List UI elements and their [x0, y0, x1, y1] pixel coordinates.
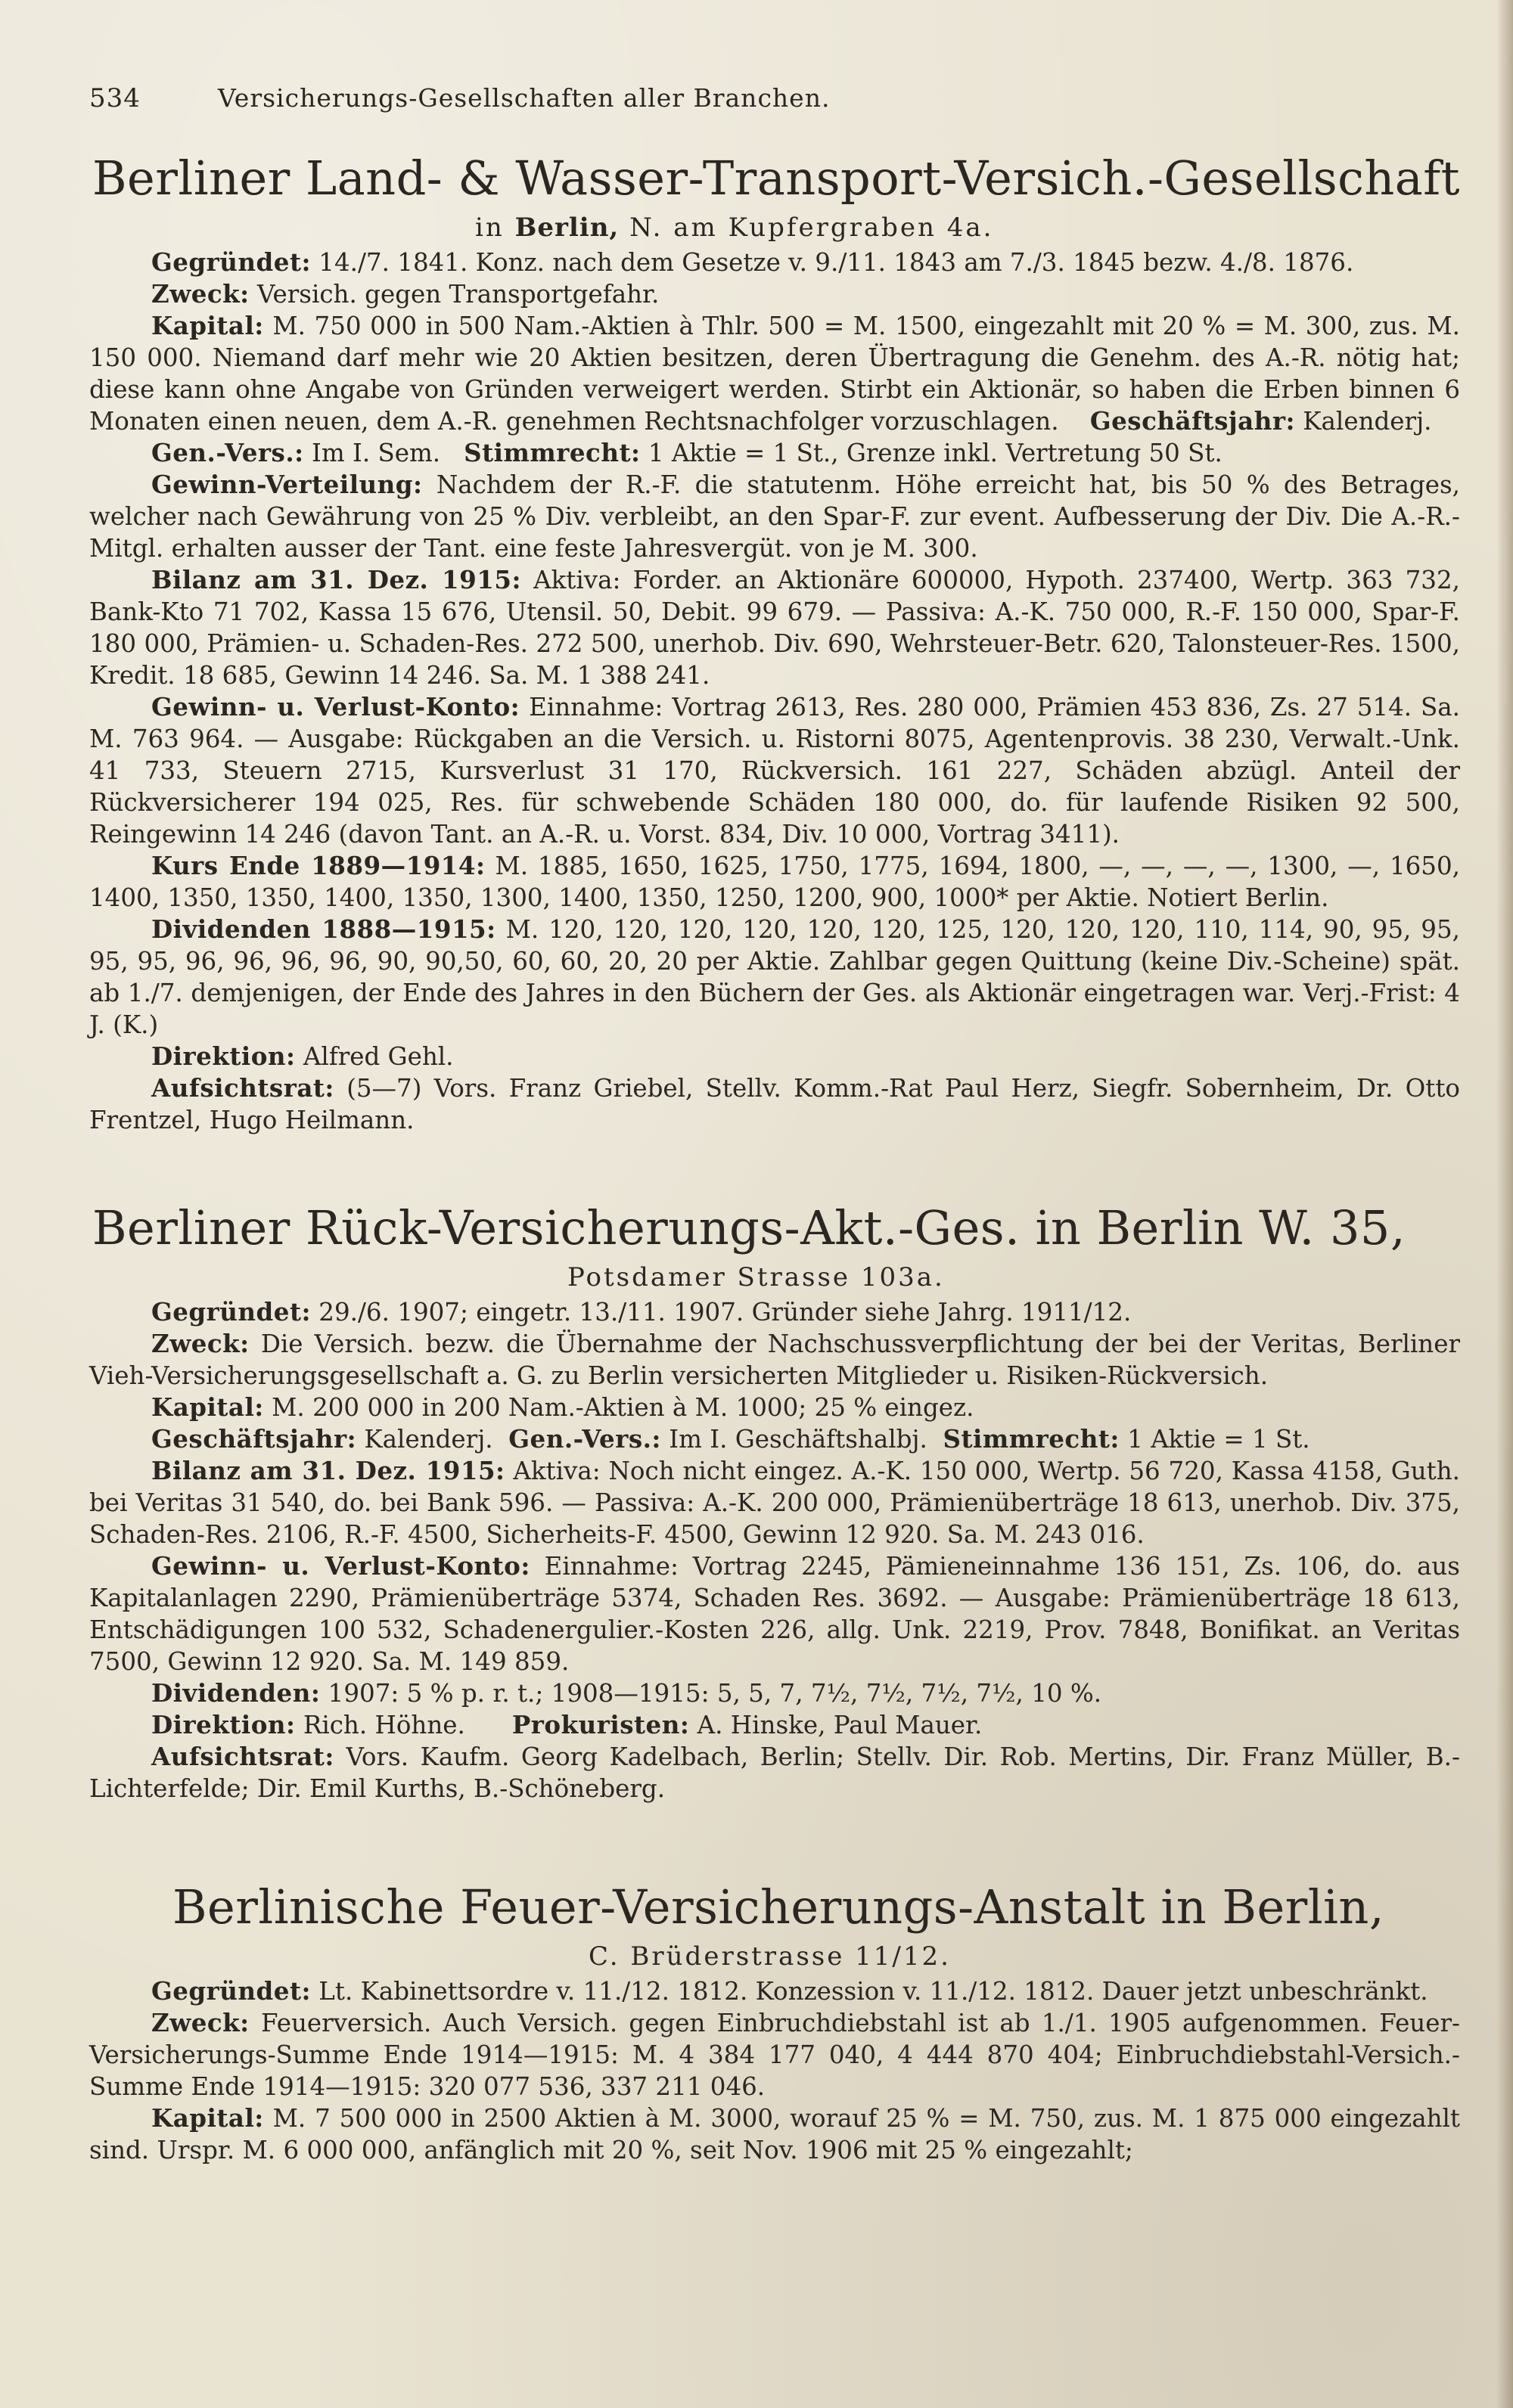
paragraph-share-price — [89, 850, 1460, 914]
field-text: Kalenderj. — [364, 1425, 493, 1454]
address-prefix: in — [475, 213, 505, 243]
company-entry — [89, 148, 1460, 1136]
paragraph-capital — [89, 2102, 1460, 2166]
field-key: Dividenden 1888—1915: — [151, 914, 496, 944]
running-title: Versicherungs-Gesellschaften aller Branchen. — [218, 83, 831, 113]
company-title: Berliner Land- & Wasser-Transport-Versich.-Gesellschaft — [92, 150, 1461, 206]
field-text: Kalenderj. — [1303, 407, 1432, 436]
field-text: 1 Aktie = 1 St. — [1127, 1425, 1310, 1454]
field-text: Einnahme: Vortrag 2245, Pämieneinnahme 136 151, Zs. 106, do. aus Kapitalanlagen 2290, Prämienüberträge 5374, Schaden Res. 3692. — Ausgabe: Prämienüberträge 18 613, Entschädigungen 100 532, Schadenergulier.-Kosten 226, allg. Unk. 2219, Prov. 7848, Bonifikat. an Veritas 7500, Gewinn 12 920. Sa. M. 149 859. — [89, 1552, 1460, 1676]
paragraph-capital — [89, 310, 1460, 437]
field-key: Geschäftsjahr: — [151, 1424, 357, 1454]
address-street: N. am Kupfergraben 4a. — [629, 213, 994, 243]
field-key: Zweck: — [151, 279, 250, 309]
company-title: Berliner Rück-Versicherungs-Akt.-Ges. in Berlin W. 35, — [92, 1200, 1406, 1255]
field-key: Geschäftsjahr: — [1089, 406, 1295, 436]
company-address — [89, 1938, 1460, 1975]
field-text: Die Versich. bezw. die Übernahme der Nachschussverpflichtung der bei der Veritas, Berliner Vieh-Versicherungsgesellschaft a. G. zu Berlin versicherten Mitglieder u. Risiken-Rückversich. — [89, 1330, 1460, 1390]
field-key: Stimmrecht: — [464, 438, 641, 467]
field-key: Aufsichtsrat: — [151, 1073, 334, 1103]
field-text: Versich. gegen Transportgefahr. — [257, 280, 660, 309]
address-street: C. Brüderstrasse 11/12. — [589, 1941, 951, 1972]
field-key: Aufsichtsrat: — [151, 1742, 334, 1771]
field-text: Im I. Sem. — [312, 439, 441, 467]
paragraph-purpose — [89, 2007, 1460, 2102]
field-text: 1 Aktie = 1 St., Grenze inkl. Vertretung 50 St. — [648, 439, 1223, 467]
paragraph-general-meeting — [89, 437, 1460, 469]
field-key: Bilanz am 31. Dez. 1915: — [151, 1456, 505, 1485]
field-key: Bilanz am 31. Dez. 1915: — [151, 565, 521, 594]
field-key: Gen.-Vers.: — [151, 438, 304, 467]
paragraph-profit-loss — [89, 1550, 1460, 1677]
field-key: Gen.-Vers.: — [508, 1424, 661, 1454]
field-text: Rich. Höhne. — [303, 1711, 465, 1739]
company-entry — [89, 1198, 1460, 1804]
paragraph-management — [89, 1041, 1460, 1072]
paragraph-dividends — [89, 1677, 1460, 1709]
field-key: Zweck: — [151, 1329, 250, 1358]
paragraph-supervisory-board — [89, 1072, 1460, 1136]
field-text: 1907: 5 % p. r. t.; 1908—1915: 5, 5, 7, 7½, 7½, 7½, 7½, 10 %. — [328, 1679, 1102, 1708]
paragraph-founded — [89, 1296, 1460, 1328]
paragraph-supervisory-board — [89, 1741, 1460, 1804]
company-title: Berlinische Feuer-Versicherungs-Anstalt in Berlin, — [172, 1879, 1385, 1935]
field-text: Feuerversich. Auch Versich. gegen Einbruchdiebstahl ist ab 1./1. 1905 aufgenommen. Feuer-Versicherungs-Summe Ende 1914—1915: M. 4 384 177 040, 4 444 870 404; Einbruchdiebstahl-Versich.-Summe Ende 1914—1915: 320 077 536, 337 211 046. — [89, 2009, 1460, 2101]
paragraph-profit-distribution — [89, 469, 1460, 564]
paragraph-purpose — [89, 1328, 1460, 1392]
field-key: Dividenden: — [151, 1678, 321, 1708]
field-text: M. 750 000 in 500 Nam.-Aktien à Thlr. 500 = M. 1500, eingezahlt mit 20 % = M. 300, zus. M. 150 000. Niemand darf mehr wie 20 Aktien besitzen, deren Übertragung die Genehm. des A.-R. nötig hat; diese kann ohne Angabe von Gründen verweigert werden. Stirbt ein Aktionär, so haben die Erben binnen 6 Monaten einen neuen, dem A.-R. genehmen Rechtsnachfolger vorzuschlagen. — [89, 312, 1460, 436]
field-text: M. 120, 120, 120, 120, 120, 120, 125, 120, 120, 120, 110, 114, 90, 95, 95, 95, 95, 96, 96, 96, 96, 90, 90,50, 60, 60, 20, 20 per Aktie. Zahlbar gegen Quittung (keine Div.-Scheine) spät. ab 1./7. demjenigen, der Ende des Jahres in den Büchern der Ges. als Aktionär eingetragen war. Verj.-Frist: 4 J. (K.) — [89, 915, 1460, 1039]
company-address — [89, 209, 1460, 247]
field-text: Nachdem der R.-F. die statutenm. Höhe erreicht hat, bis 50 % des Betrages, welcher nach Gewährung von 25 % Div. verbleibt, an den Spar-F. zur event. Aufbesserung der Div. Die A.-R.-Mitgl. erhalten ausser der Tant. eine feste Jahresvergüt. von je M. 300. — [89, 470, 1460, 563]
entry-spacer — [89, 1136, 1460, 1195]
field-text: Im I. Geschäftshalbj. — [669, 1425, 927, 1454]
field-key: Stimmrecht: — [943, 1424, 1120, 1454]
paragraph-management — [89, 1709, 1460, 1741]
field-key: Prokuristen: — [511, 1710, 690, 1739]
field-key: Gegründet: — [151, 247, 311, 277]
field-key: Gegründet: — [151, 1297, 311, 1327]
field-key: Direktion: — [151, 1041, 296, 1071]
paragraph-fiscal-year — [89, 1423, 1460, 1455]
paragraph-purpose — [89, 278, 1460, 310]
field-key: Gewinn- u. Verlust-Konto: — [151, 692, 520, 721]
field-key: Direktion: — [151, 1710, 296, 1739]
paragraph-capital — [89, 1392, 1460, 1423]
field-text: M. 7 500 000 in 2500 Aktien à M. 3000, worauf 25 % = M. 750, zus. M. 1 875 000 eingezahlt sind. Urspr. M. 6 000 000, anfänglich mit 20 %, seit Nov. 1906 mit 25 % eingezahlt; — [89, 2104, 1460, 2164]
page-number: 534 — [89, 83, 141, 113]
field-key: Zweck: — [151, 2008, 250, 2037]
field-text: Aktiva: Forder. an Aktionäre 600000, Hypoth. 237400, Wertp. 363 732, Bank-Kto 71 702, Kassa 15 676, Utensil. 50, Debit. 99 679. — Passiva: A.-K. 750 000, R.-F. 150 000, Spar-F. 180 000, Prämien- u. Schaden-Res. 272 500, unerhob. Div. 690, Wehrsteuer-Betr. 620, Talonsteuer-Res. 1500, Kredit. 18 685, Gewinn 14 246. Sa. M. 1 388 241. — [89, 566, 1460, 690]
paragraph-founded — [89, 1975, 1460, 2007]
field-text: A. Hinske, Paul Mauer. — [697, 1711, 983, 1739]
field-text: 29./6. 1907; eingetr. 13./11. 1907. Gründer siehe Jahrg. 1911/12. — [318, 1298, 1132, 1327]
field-key: Kapital: — [151, 311, 264, 340]
paragraph-balance-sheet — [89, 1455, 1460, 1550]
field-key: Gewinn- u. Verlust-Konto: — [151, 1551, 530, 1581]
field-text: (5—7) Vors. Franz Griebel, Stellv. Komm.-Rat Paul Herz, Siegfr. Sobernheim, Dr. Otto Frentzel, Hugo Heilmann. — [89, 1074, 1460, 1134]
field-text: Aktiva: Noch nicht eingez. A.-K. 150 000, Wertp. 56 720, Kassa 4158, Guth. bei Veritas 31 540, do. bei Bank 596. — Passiva: A.-K. 200 000, Prämienüberträge 18 613, unerhob. Div. 375, Schaden-Res. 2106, R.-F. 4500, Sicherheits-F. 4500, Gewinn 12 920. Sa. M. 243 016. — [89, 1457, 1460, 1549]
paragraph-founded — [89, 247, 1460, 278]
field-key: Kurs Ende 1889—1914: — [151, 851, 486, 880]
field-text: M. 1885, 1650, 1625, 1750, 1775, 1694, 1800, —, —, —, —, 1300, —, 1650, 1400, 1350, 1350, 1400, 1350, 1300, 1400, 1350, 1250, 1200, 900, 1000* per Aktie. Notiert Berlin. — [89, 852, 1460, 912]
paragraph-profit-loss — [89, 691, 1460, 850]
field-key: Gewinn-Verteilung: — [151, 470, 423, 499]
company-address — [89, 1258, 1460, 1296]
field-text: Einnahme: Vortrag 2613, Res. 280 000, Prämien 453 836, Zs. 27 514. Sa. M. 763 964. — Ausgabe: Rückgaben an die Versich. u. Ristorni 8075, Agentenprovis. 38 230, Verwalt.-Unk. 41 733, Steuern 2715, Kursverlust 31 170, Rückversich. 161 227, Schäden abzügl. Anteil der Rückversicherer 194 025, Res. für schwebende Schäden 180 000, do. für laufende Risiken 92 500, Reingewinn 14 246 (davon Tant. an A.-R. u. Vorst. 834, Div. 10 000, Vortrag 3411). — [89, 693, 1461, 849]
company-entry — [89, 1877, 1460, 2166]
entry-spacer — [89, 1804, 1460, 1874]
field-text: 14./7. 1841. Konz. nach dem Gesetze v. 9./11. 1843 am 7./3. 1845 bezw. 4./8. 1876. — [318, 248, 1354, 277]
field-key: Kapital: — [151, 2103, 264, 2133]
field-text: M. 200 000 in 200 Nam.-Aktien à M. 1000; 25 % eingez. — [272, 1393, 974, 1422]
field-text: Vors. Kaufm. Georg Kadelbach, Berlin; Stellv. Dir. Rob. Mertins, Dir. Franz Müller, B.-Lichterfelde; Dir. Emil Kurths, B.-Schöneberg. — [89, 1742, 1460, 1803]
paragraph-balance-sheet — [89, 564, 1460, 691]
field-key: Kapital: — [151, 1392, 264, 1422]
running-head — [89, 83, 1460, 129]
address-street: Potsdamer Strasse 103a. — [567, 1262, 945, 1292]
field-key: Gegründet: — [151, 1976, 311, 2006]
address-city: Berlin, — [514, 213, 620, 243]
field-text: Lt. Kabinettsordre v. 11./12. 1812. Konzession v. 11./12. 1812. Dauer jetzt unbeschränkt. — [318, 1977, 1428, 2006]
field-text: Alfred Gehl. — [303, 1042, 454, 1071]
paragraph-dividends — [89, 914, 1460, 1041]
